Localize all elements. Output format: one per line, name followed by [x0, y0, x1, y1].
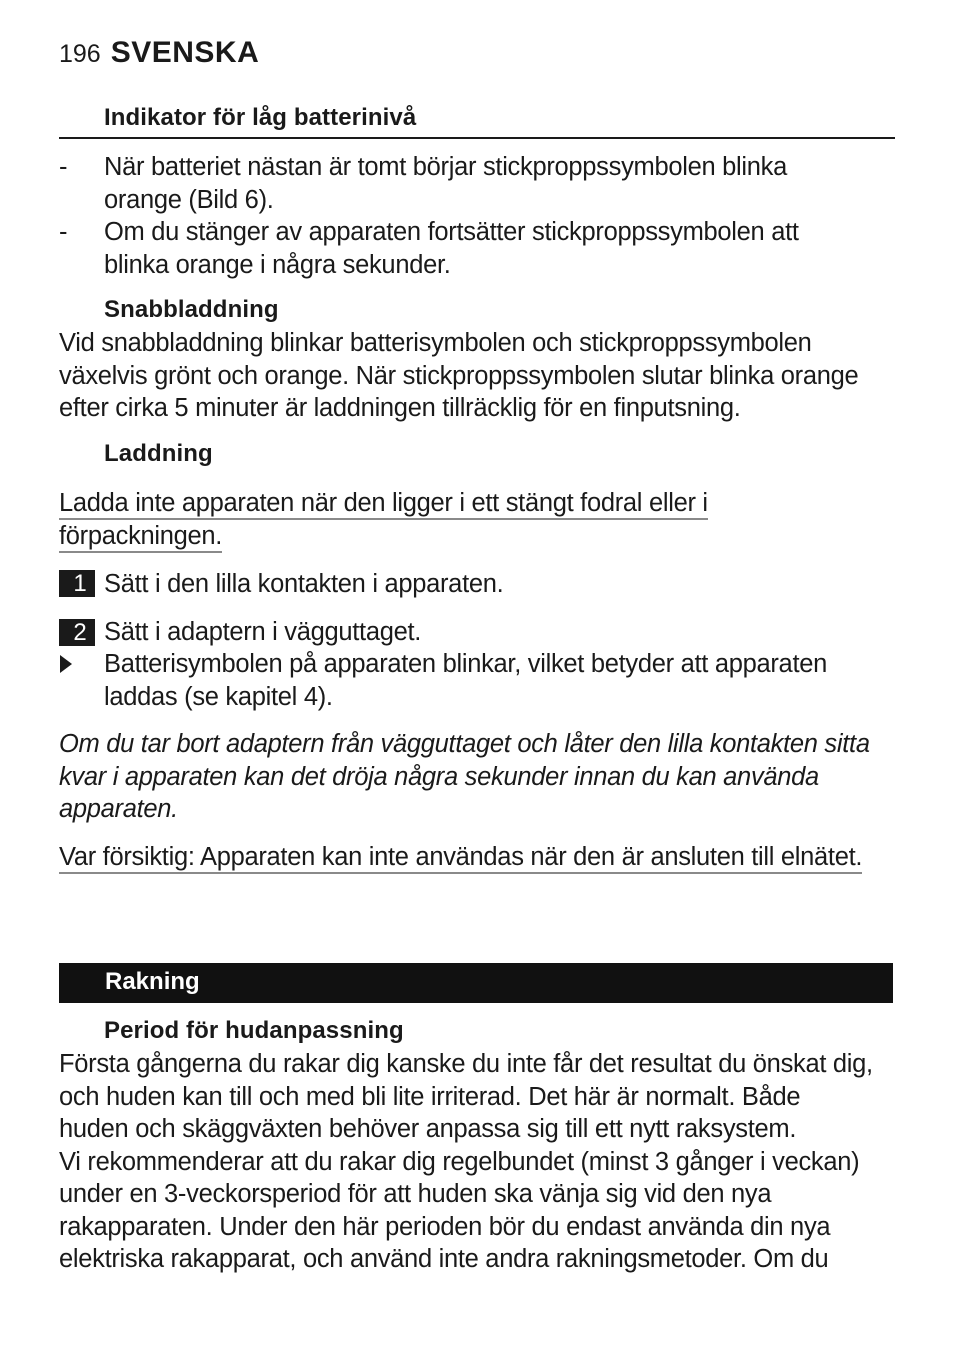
paragraph-line: rakapparaten. Under den här perioden bör du endast använda din nya	[59, 1212, 831, 1241]
note-line: apparaten.	[59, 795, 178, 823]
warning-line: Ladda inte apparaten när den ligger i ett stängt fodral eller i	[59, 489, 708, 520]
caution-notice	[59, 841, 895, 874]
warning-line: förpackningen.	[59, 522, 222, 553]
list-item-line: Om du stänger av apparaten fortsätter stickproppssymbolen att	[104, 218, 799, 246]
low-battery-heading: Indikator för låg batterinivå	[104, 104, 417, 131]
caution-text: Var försiktig: Apparaten kan inte användas när den är ansluten till elnätet.	[59, 843, 862, 874]
list-item-line: blinka orange i några sekunder.	[104, 250, 451, 279]
page-number: 196	[59, 40, 101, 68]
step-text: Sätt i den lilla kontakten i apparaten.	[104, 570, 504, 598]
step-number-badge: 1	[59, 570, 95, 597]
result-arrow-icon	[60, 655, 72, 673]
note-line: Om du tar bort adaptern från vägguttaget och låter den lilla kontakten sitta	[59, 730, 870, 758]
list-marker: -	[59, 153, 68, 181]
section-rule	[59, 137, 895, 139]
list-item	[104, 151, 894, 216]
result-line: laddas (se kapitel 4).	[104, 682, 333, 711]
paragraph-line: under en 3-veckorsperiod för att huden ska vänja sig vid den nya	[59, 1180, 772, 1208]
section-title-bar	[59, 963, 893, 1003]
list-item-line: När batteriet nästan är tomt börjar stickproppssymbolen blinka	[104, 153, 787, 181]
paragraph-line: huden och skäggväxten behöver anpassa sig till ett nytt raksystem.	[59, 1115, 797, 1143]
paragraph-line: Första gångerna du rakar dig kanske du inte får det resultat du önskat dig,	[59, 1050, 873, 1078]
section-title: Rakning	[105, 968, 200, 995]
page-header	[59, 36, 259, 70]
charging-warning	[59, 487, 895, 552]
paragraph-line: växelvis grönt och orange. När stickproppssymbolen slutar blinka orange	[59, 361, 859, 390]
paragraph-line: elektriska rakapparat, och använd inte andra rakningsmetoder. Om du	[59, 1245, 829, 1273]
skin-adaptation-heading: Period för hudanpassning	[104, 1017, 404, 1044]
paragraph-line: Vid snabbladdning blinkar batterisymbolen och stickproppssymbolen	[59, 329, 812, 357]
list-item-line: orange (Bild 6).	[104, 185, 274, 214]
step-result	[104, 648, 894, 713]
step-text: Sätt i adaptern i vägguttaget.	[104, 618, 422, 646]
charging-heading: Laddning	[104, 440, 213, 467]
skin-adaptation-paragraph	[59, 1048, 895, 1276]
paragraph-line: Vi rekommenderar att du rakar dig regelbundet (minst 3 gånger i veckan)	[59, 1147, 860, 1176]
quick-charge-paragraph	[59, 327, 895, 425]
result-line: Batterisymbolen på apparaten blinkar, vilket betyder att apparaten	[104, 650, 827, 678]
list-item	[104, 216, 894, 281]
note-line: kvar i apparaten kan det dröja några sekunder innan du kan använda	[59, 762, 819, 791]
paragraph-line: efter cirka 5 minuter är laddningen tillräcklig för en finputsning.	[59, 394, 741, 422]
charging-note	[59, 728, 895, 826]
paragraph-line: och huden kan till och med bli lite irriterad. Det här är normalt. Både	[59, 1082, 801, 1111]
step-number-badge: 2	[59, 619, 95, 646]
list-marker: -	[59, 218, 68, 246]
quick-charge-heading: Snabbladdning	[104, 296, 279, 323]
language-label: SVENSKA	[110, 36, 260, 69]
